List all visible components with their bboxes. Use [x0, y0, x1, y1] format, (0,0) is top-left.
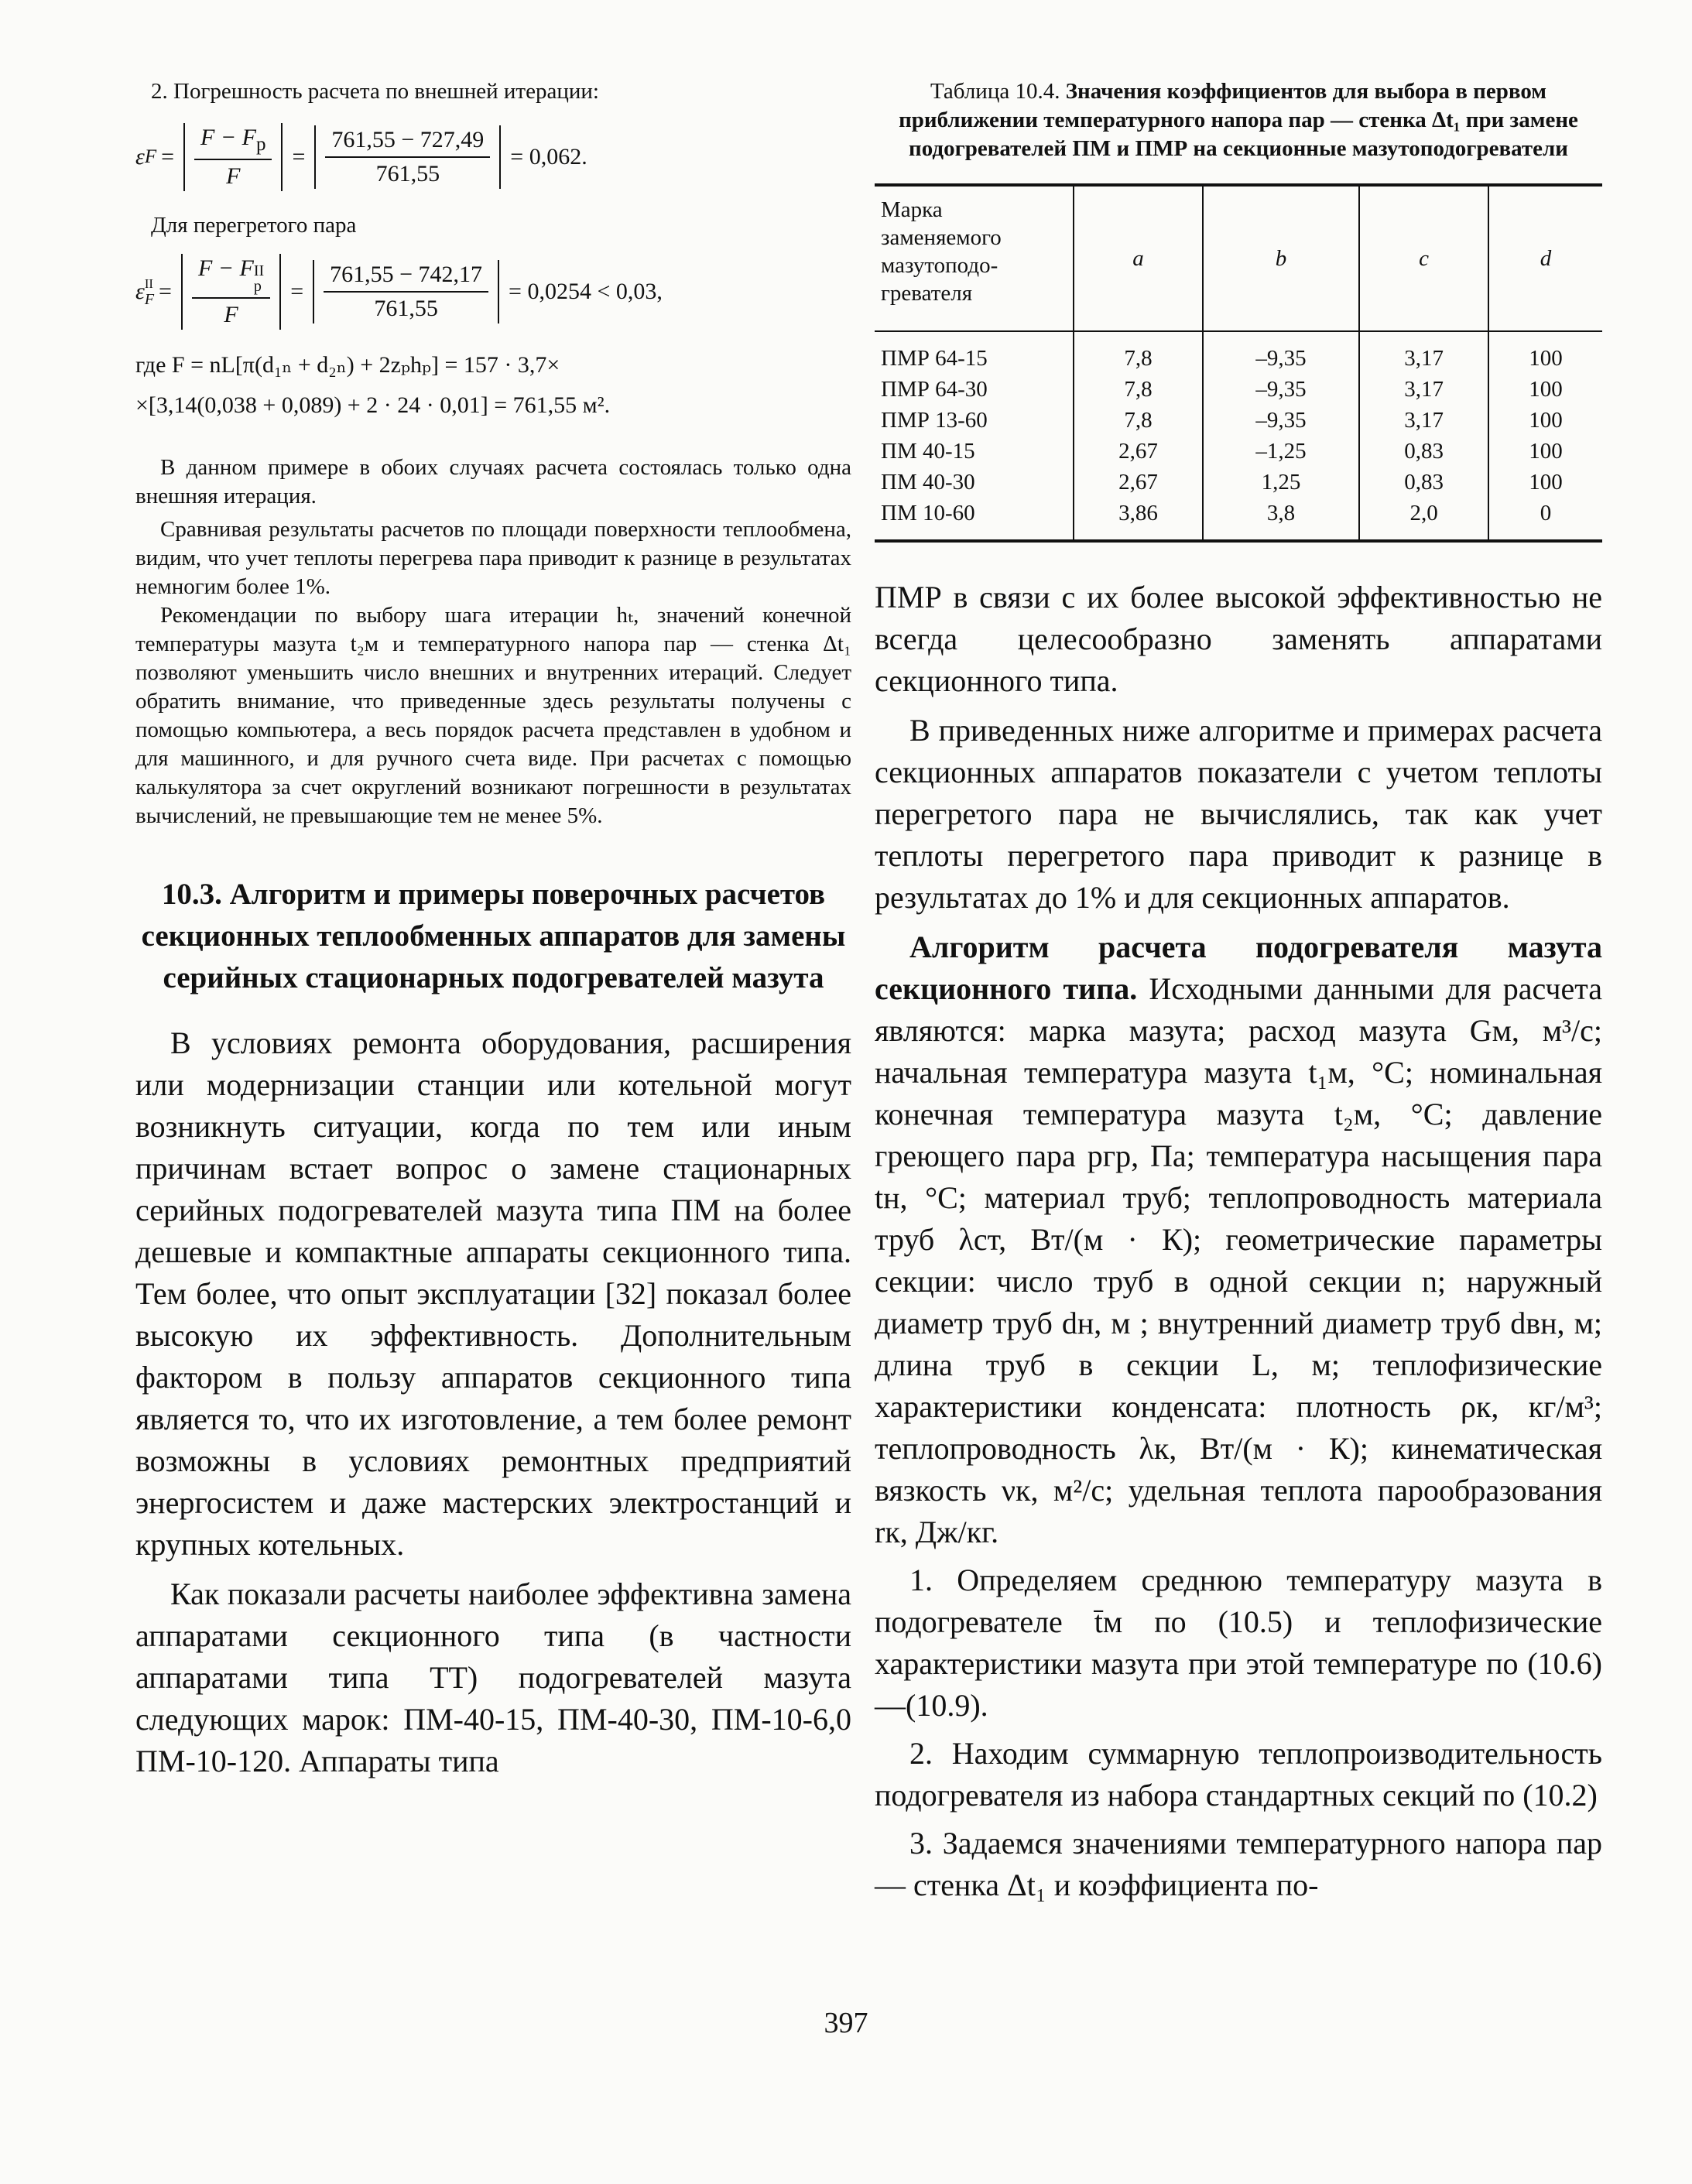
formula-term: =	[159, 279, 172, 304]
paragraph: Как показали расчеты наиболее эффективна замена аппаратами секционного типа (в частности аппаратами типа ТТ) подогревателей мазута следующих марок: ПМ-40-15, ПМ-40-30, ПМ-10-6,0 ПМ-10-120. Аппараты типа	[135, 1576, 851, 1778]
formula-term: р	[253, 278, 262, 295]
paragraph: 2. Погрешность расчета по внешней итерации:	[151, 79, 599, 104]
table-cell: –1,25	[1203, 436, 1359, 467]
table-cell: 100	[1488, 405, 1602, 436]
table-row	[875, 405, 1602, 436]
formula-fraction	[192, 255, 270, 328]
table-row	[875, 498, 1602, 541]
paragraph: В условиях ремонта оборудования, расширения или модернизации станции или котельной могут возникнуть ситуации, когда по тем или иным причинам встает вопрос о замене стационарных серийных подогревателей мазута типа ПМ на более дешевые и компактные аппараты секционного типа. Тем более, что опыт эксплуатации [32] показал более высокую их эффективность. Дополнительным фактором в пользу аппаратов секционного типа является то, что их изготовление, а тем более ремонт возможны в условиях ремонтных предприятий энергосистем и даже мастерских электростанций и крупных котельных.	[135, 1025, 851, 1562]
table-cell: 0,83	[1359, 436, 1488, 467]
table-cell: –9,35	[1203, 374, 1359, 405]
formula-fraction	[325, 127, 490, 187]
formula-term: ε	[135, 279, 145, 304]
table-row	[875, 331, 1602, 374]
paragraph: 2. Находим суммарную теплопроизводительность подогревателя из набора стандартных секций по (10.2)	[875, 1736, 1602, 1813]
formula-area-line2: ×[3,14(0,038 + 0,089) + 2 · 24 · 0,01] = 761,55 м².	[135, 392, 611, 418]
formula-abs	[181, 254, 281, 330]
paragraph: Сравнивая результаты расчетов по площади поверхности теплообмена, видим, что учет теплоты перегрева пара приводит к разнице в результатах немногим более 1%.	[135, 517, 851, 599]
formula-term: =	[292, 144, 306, 169]
formula-term: F	[144, 146, 157, 167]
paragraph	[875, 926, 1602, 1553]
table-cell: 3,86	[1074, 498, 1203, 541]
table-cell: 3,17	[1359, 331, 1488, 374]
table-cell: –9,35	[1203, 331, 1359, 374]
table-cell: 7,8	[1074, 374, 1203, 405]
table-row	[875, 374, 1602, 405]
table-caption	[875, 77, 1602, 163]
formula-fraction	[194, 125, 272, 190]
formula-term: II	[253, 262, 265, 279]
table-header-cell: b	[1203, 185, 1359, 331]
formula-error-superheated	[135, 254, 851, 330]
table-header-cell: c	[1359, 185, 1488, 331]
right-column	[875, 77, 1602, 1906]
formula-abs	[313, 260, 499, 323]
table-cell: 2,67	[1074, 467, 1203, 498]
table-cell: 100	[1488, 436, 1602, 467]
table-cell: ПМ 40-30	[881, 470, 975, 495]
table-cell: 0,83	[1359, 467, 1488, 498]
table-cell: 100	[1488, 467, 1602, 498]
paragraph: В данном примере в обоих случаях расчета состоялась только одна внешняя итерация.	[135, 455, 851, 508]
table-header-cell: a	[1074, 185, 1203, 331]
table-cell: 2,67	[1074, 436, 1203, 467]
table-cell: 7,8	[1074, 331, 1203, 374]
coefficients-table	[875, 183, 1602, 543]
table-cell: ПМР 64-30	[881, 377, 988, 402]
formula-term: 761,55 − 742,17	[324, 262, 488, 293]
paragraph: В приведенных ниже алгоритме и примерах расчета секционных аппаратов показатели с учетом теплоты перегретого пара не вычислялись, так как учет теплоты перегретого пара приводит к разнице в результатах до 1% и для секционных аппаратов.	[875, 713, 1602, 915]
formula-term: 761,55	[374, 296, 438, 321]
table-cell: ПМР 13-60	[881, 408, 988, 433]
table-cell: 3,17	[1359, 374, 1488, 405]
table-header-cell: Марка заменяемого мазутоподогревателя	[875, 185, 1074, 331]
table-cell: ПМ 10-60	[881, 501, 975, 525]
paragraph: 3. Задаемся значениями температурного напора пар — стенка Δt₁ и коэффициента по-	[875, 1826, 1602, 1902]
formula-term: = 0,0254 < 0,03,	[509, 279, 663, 304]
page-number: 397	[824, 2007, 868, 2039]
table-cell: 0	[1488, 498, 1602, 541]
table-cell: ПМР 64-15	[881, 346, 988, 371]
formula-term: F − F	[200, 125, 256, 150]
table-row	[875, 467, 1602, 498]
table-cell: 2,0	[1359, 498, 1488, 541]
paragraph: Рекомендации по выбору шага итерации hₜ, значений конечной температуры мазута t₂м и температурного напора пар — стенка Δt₁ позволяют уменьшить число внешних и внутренних итераций. Следует обратить внимание, что приведенные здесь результаты получены с помощью компьютера, а весь порядок расчета представлен в удобном и для машинного, и для ручного счета виде. При расчетах с помощью калькулятора за счет округлений возникают погрешности в результатах вычислений, не превышающие тем не менее 5%.	[135, 603, 851, 828]
formula-term: F − F	[197, 255, 254, 281]
table-cell: 3,17	[1359, 405, 1488, 436]
formula-term: 761,55	[375, 161, 440, 187]
table-cell: 7,8	[1074, 405, 1203, 436]
formula-error-f	[135, 123, 851, 191]
table-cell: 100	[1488, 331, 1602, 374]
formula-term: = 0,062.	[510, 144, 587, 169]
formula-term: ε	[135, 144, 145, 169]
formula-term: F	[144, 291, 155, 308]
left-column	[135, 77, 851, 1782]
section-heading: 10.3. Алгоритм и примеры поверочных расчетов секционных теплообменных аппаратов для замены серийных стационарных подогревателей мазута	[141, 878, 846, 994]
formula-term: р	[255, 134, 266, 155]
table-cell: –9,35	[1203, 405, 1359, 436]
paragraph: 1. Определяем среднюю температуру мазута в подогревателе t̄м по (10.5) и теплофизические характеристики мазута при этой температуре по (10.6)—(10.9).	[875, 1563, 1602, 1723]
table-row	[875, 436, 1602, 467]
table-cell: ПМ 40-15	[881, 439, 975, 464]
algorithm-body: Исходными данными для расчета являются: марка мазута; расход мазута Gм, м³/с; начальная температура мазута t₁м, °С; номинальная конечная температура мазута t₂м, °С; давление греющего пара pгр, Па; температура насыщения пара tн, °С; материал труб; теплопроводность материала труб λст, Вт/(м · К); геометрические параметры секции: число труб в одной секции n; наружный диаметр труб dн, м ; внутренний диаметр труб dвн, м; длина труб в секции L, м; теплофизические характеристики конденсата: плотность ρк, кг/м³; теплопроводность λк, Вт/(м · К); кинематическая вязкость νк, м²/с; удельная теплота парообразования rк, Дж/кг.	[875, 971, 1602, 1549]
table-caption-prefix: Таблица 10.4.	[930, 79, 1060, 104]
formula-abs	[183, 123, 283, 191]
paragraph: ПМР в связи с их более высокой эффективностью не всегда целесообразно заменять аппаратами секционного типа.	[875, 580, 1602, 698]
table-header-cell: d	[1488, 185, 1602, 331]
table-cell: 100	[1488, 374, 1602, 405]
formula-fraction	[324, 262, 488, 322]
table-cell: 1,25	[1203, 467, 1359, 498]
formula-term: F	[226, 163, 241, 189]
formula-term: F	[224, 302, 238, 327]
table-header-row	[875, 185, 1602, 331]
formula-term: =	[290, 279, 304, 304]
table-cell: 3,8	[1203, 498, 1359, 541]
paragraph: Для перегретого пара	[151, 213, 357, 238]
formula-term: 761,55 − 727,49	[325, 127, 490, 158]
formula-term: =	[161, 144, 175, 169]
formula-abs	[314, 125, 501, 189]
algorithm-title: Алгоритм расчета подогревателя мазута секционного типа.	[875, 929, 1602, 1006]
formula-term: II	[144, 276, 153, 291]
table-caption-title: Значения коэффициентов для выбора в первом приближении температурного напора пар — стенка Δt₁ при замене подогревателей ПМ и ПМР на секционные мазутоподогреватели	[899, 79, 1578, 161]
formula-area-line1: где F = nL[π(d₁ₙ + d₂ₙ) + 2zₚhₚ] = 157 · 3,7×	[135, 352, 560, 378]
